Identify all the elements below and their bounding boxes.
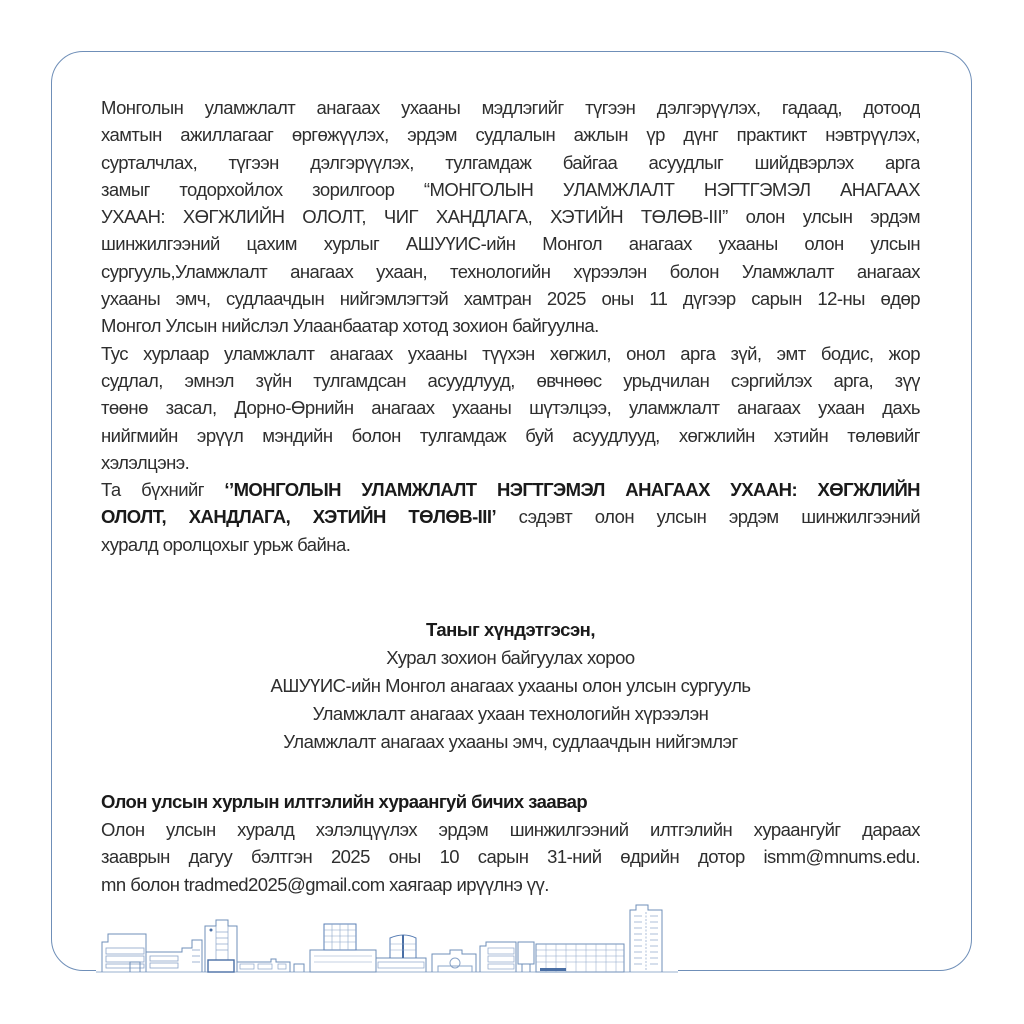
building-icon bbox=[376, 935, 426, 972]
invitation-suffix: сэдэвт олон улсын эрдэм шинжилгээний bbox=[496, 506, 920, 528]
intro-line: Монгол Улсын нийслэл Улаанбаатар хотод зохион байгуулна. bbox=[101, 315, 599, 337]
email-link-ismm[interactable]: ismm@mnums.edu. bbox=[763, 846, 920, 867]
signature-greeting: Таныг хүндэтгэсэн, bbox=[426, 619, 595, 640]
invitation-paragraph bbox=[101, 476, 920, 558]
invitation-line: хуралд оролцохыг урьж байна. bbox=[101, 533, 351, 555]
invitation-line bbox=[101, 476, 920, 503]
topics-line: нийгмийн эрүүл мэндийн болон тулгамдаж буй асуудлууд, хөгжлийн хэтийн төлөвийг bbox=[101, 424, 920, 446]
topics-line: төөнө засал, Дорно-Өрнийн анагаах ухааны шүтэлцээ, уламжлалт анагаах ухаан дахь bbox=[101, 397, 920, 419]
instructions-text: зааврын дагуу бэлтгэн 2025 оны 10 сарын 31-ний өдрийн дотор bbox=[101, 846, 764, 867]
intro-line: ухааны эмч, судлаачдын нийгэмлэгтэй хамтран 2025 оны 11 дүгээр сарын 12-ны өдөр bbox=[101, 288, 920, 310]
intro-line: шинжилгээний цахим хурлыг АШУҮИС-ийн Монгол анагаах ухааны олон улсын bbox=[101, 233, 920, 255]
signature-line: Уламжлалт анагаах ухааны эмч, судлаачдын нийгэмлэг bbox=[283, 731, 738, 752]
intro-line: сургууль,Уламжлалт анагаах ухаан, технологийн хүрээлэн болон Уламжлалт анагаах bbox=[101, 260, 920, 282]
invitation-line bbox=[101, 503, 920, 530]
conference-title-cont: ОЛОЛТ, ХАНДЛАГА, ХЭТИЙН ТӨЛӨВ-III’ bbox=[101, 506, 497, 528]
email-link-ismm-cont[interactable]: mn bbox=[101, 873, 126, 895]
intro-line: Монголын уламжлалт анагаах ухааны мэдлэгийг түгээн дэлгэрүүлэх, гадаад, дотоод bbox=[101, 97, 920, 118]
intro-paragraph bbox=[101, 94, 920, 340]
topics-paragraph bbox=[101, 340, 920, 476]
instructions-text: хаягаар ирүүлнэ үү. bbox=[384, 873, 549, 895]
intro-line: хамтын ажиллагааг өргөжүүлэх, эрдэм судлалын ажлын үр дүнг практикт нэвтрүүлэх, bbox=[101, 124, 920, 146]
instructions-line bbox=[101, 843, 920, 871]
letter-body bbox=[101, 94, 920, 558]
email-link-tradmed[interactable]: tradmed2025@gmail.com bbox=[184, 873, 385, 895]
signature-line: АШУҮИС-ийн Монгол анагаах ухааны олон улсын сургууль bbox=[270, 675, 751, 696]
conference-title: ‘’МОНГОЛЫН УЛАМЖЛАЛТ НЭГТГЭМЭЛ АНАГААХ УХААН: ХӨГЖЛИЙН bbox=[224, 479, 920, 501]
instructions-line: Олон улсын хуралд хэлэлцүүлэх эрдэм шинжилгээний илтгэлийн хураангуйг дараах bbox=[101, 818, 920, 840]
intro-line: УХААН: ХӨГЖЛИЙН ОЛОЛТ, ЧИГ ХАНДЛАГА, ХЭТИЙН ТӨЛӨВ-III” олон улсын эрдэм bbox=[101, 206, 920, 228]
topics-line: хэлэлцэнэ. bbox=[101, 451, 190, 473]
intro-line: сурталчлах, түгээн дэлгэрүүлэх, тулгамдаж байгаа асуудлыг шийдвэрлэх арга bbox=[101, 151, 920, 173]
building-icon bbox=[237, 959, 304, 972]
signature-line: Уламжлалт анагаах ухаан технологийн хүрээлэн bbox=[312, 703, 709, 724]
building-icon bbox=[146, 940, 202, 972]
instructions-heading: Олон улсын хурлын илтгэлийн хураангуй бичих заавар bbox=[101, 791, 588, 812]
signature-block bbox=[101, 616, 920, 756]
intro-line: замыг тодорхойлох зорилгоор “МОНГОЛЫН УЛАМЖЛАЛТ НЭГТГЭМЭЛ АНАГААХ bbox=[101, 178, 920, 200]
topics-line: судлал, эмнэл зүйн тулгамдсан асуудлууд, өвчнөөс урьдчилан сэргийлэх арга, зүү bbox=[101, 369, 920, 391]
topics-line: Тус хурлаар уламжлалт анагаах ухааны түүхэн хөгжил, онол арга зүй, эмт бодис, жор bbox=[101, 342, 920, 364]
tower-icon bbox=[205, 920, 237, 972]
monument-icon bbox=[432, 950, 476, 972]
building-icon bbox=[310, 924, 376, 972]
building-icon bbox=[536, 944, 624, 972]
city-skyline-illustration bbox=[96, 902, 696, 974]
signature-line: Хурал зохион байгуулах хороо bbox=[386, 647, 635, 668]
building-icon bbox=[480, 942, 534, 972]
invitation-prefix: Та бүхнийг bbox=[101, 479, 225, 501]
instructions-section bbox=[101, 788, 920, 898]
building-icon bbox=[102, 934, 146, 972]
instructions-line bbox=[101, 871, 920, 899]
instructions-text: болон bbox=[125, 873, 185, 895]
tower-icon bbox=[630, 905, 662, 972]
